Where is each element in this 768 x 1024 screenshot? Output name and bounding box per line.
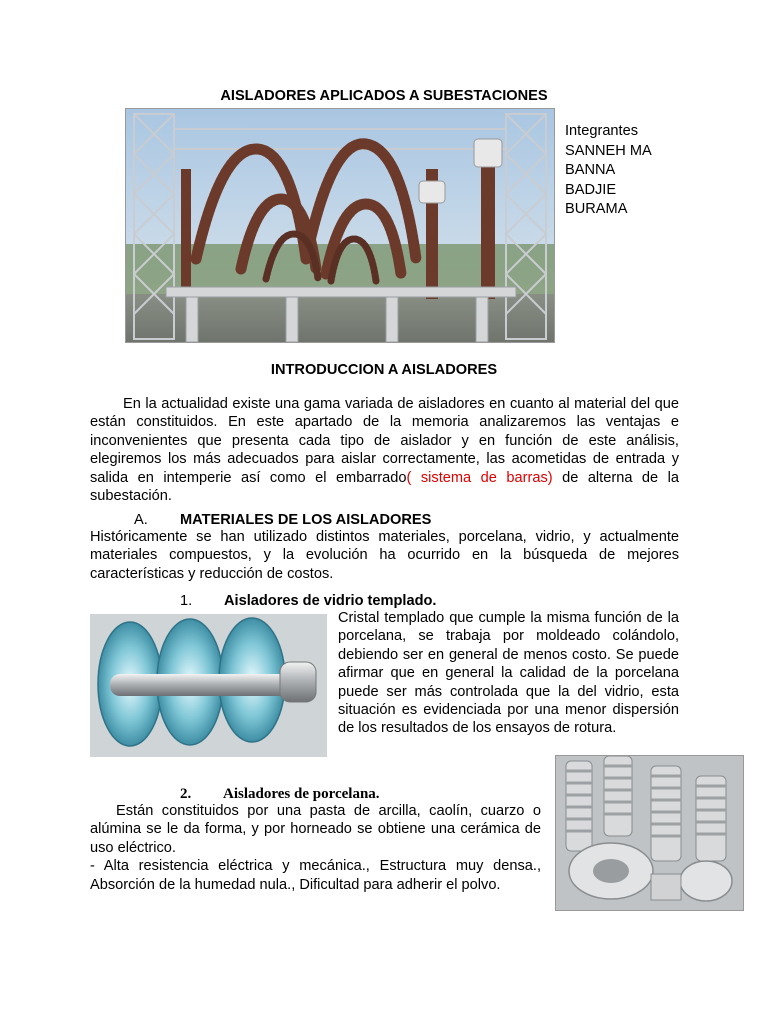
intro-text: En la actualidad existe una gama variada de aisladores en cuanto al material del que están constituidos. En este apartado de la memoria analizaremos las ventajas e inconvenientes que presenta cada tipo de aislador y en función de este análisis, elegiremos los más adecuados para aislar correctamente, las acometidas de entrada y salida en intemperie así como el embarrado bbox=[90, 396, 679, 486]
section-a-title: MATERIALES DE LOS AISLADORES bbox=[180, 512, 432, 528]
section-a-heading bbox=[134, 512, 431, 528]
section-a-paragraph: Históricamente se han utilizado distintos materiales, porcelana, vidrio, y actualmente materiales compuestos, y la evolución ha ocurrido en la búsqueda de mejores características y reducción de costos. bbox=[90, 529, 679, 582]
porcelain-insulator-illustration bbox=[556, 756, 743, 910]
item1-heading bbox=[180, 593, 436, 609]
team-member: BURAMA bbox=[565, 201, 628, 217]
intro-heading: INTRODUCCION A AISLADORES bbox=[270, 362, 498, 378]
item1-paragraph: Cristal templado que cumple la misma función de la porcelana, se trabaja por moldeado colándolo, debiendo ser en general de menos costo. Se puede afirmar que en general la calidad de la porcelana puede ser más controlada que la del vidrio, esta situación es evidenciada por una menor dispersión de los resultados de los ensayos de rotura. bbox=[338, 610, 679, 737]
document-title: AISLADORES APLICADOS A SUBESTACIONES bbox=[220, 88, 548, 104]
intro-paragraph bbox=[90, 395, 679, 505]
item2-marker: 2. bbox=[180, 786, 192, 802]
porcelain-insulator-photo bbox=[555, 755, 744, 911]
section-a-marker: A. bbox=[134, 512, 148, 528]
substation-photo bbox=[125, 108, 555, 343]
intro-text-end: de alterna de la subestación. bbox=[90, 469, 680, 505]
item2-properties: - Alta resistencia eléctrica y mecánica., Estructura muy densa., Absorción de la humedad nula., Dificultad para adherir el polvo. bbox=[90, 858, 541, 893]
glass-insulator-illustration bbox=[90, 614, 327, 757]
team-member: SANNEH MA bbox=[565, 142, 652, 159]
glass-insulator-photo bbox=[90, 614, 327, 757]
substation-illustration bbox=[126, 109, 554, 342]
team-members bbox=[565, 122, 652, 220]
item2-paragraph bbox=[90, 802, 541, 894]
item1-marker: 1. bbox=[180, 593, 193, 609]
item2-heading bbox=[180, 786, 380, 803]
team-member: BADJIE bbox=[565, 181, 617, 198]
intro-highlight: ( sistema de barras) bbox=[406, 469, 553, 486]
team-member: BANNA bbox=[565, 162, 616, 178]
item1-title: Aisladores de vidrio templado. bbox=[224, 593, 437, 609]
team-label: Integrantes bbox=[565, 123, 639, 139]
item2-title: Aisladores de porcelana. bbox=[223, 786, 380, 802]
item2-text: Están constituidos por una pasta de arcilla, caolín, cuarzo o alúmina se le da forma, y por horneado se obtiene una cerámica de uso eléctrico. bbox=[90, 803, 541, 856]
